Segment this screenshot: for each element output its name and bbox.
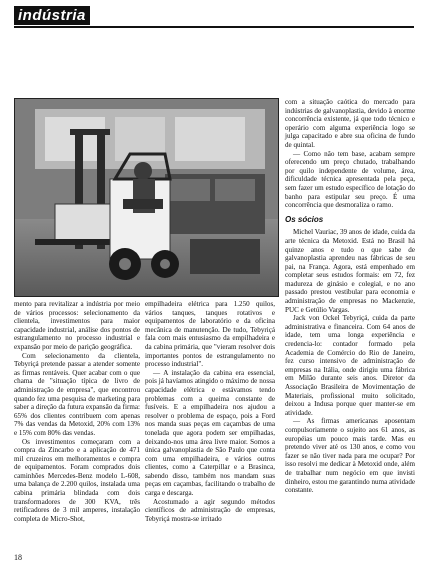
page-header [14,6,414,28]
paragraph: Os investimentos começaram com a compra da Zincarbo e a aplicação de 471 mil cruzeiros em melhoramentos e compra de equipamentos. Foram comprados dois caminhões Mercedes-Benz modelo L-608, uma balança de 2.200 quilos, instalada uma cabina primária blindada com dois transformadores de 300 KVA, três retificadores de 3 mil amperes, instalação completa de Micro-Shot, [14,437,140,523]
column-3 [285,98,415,495]
column-1 [14,300,140,523]
paragraph: empilhadeira elétrica para 1.250 quilos, vários tanques, tanques rotativos e equipamentos de laboratório e da oficina mecânica de manutenção. De tudo, Tebyriçá fala com mais entusiasmo da empilhadeira e da cabina primária, que "vieram resolver dois importantes pontos de estrangulamento no processo industrial". [145,300,275,369]
paragraph: Jack von Ockel Tebyriçá, cuida da parte administrativa e financeira. Com 64 anos de idade, tem uma longa experiência e credencia-lo: contador formado pela Academia de Comércio do Rio de Janeiro, fez curso intensivo de administração de empresas na Itália, onde dirigiu uma fábrica em Milão durante seis anos. Diretor da Associação Brasileira de Movimentação de Materiais, profissional muito solicitado, deixou a Indusa porque quer manter-se em atividade. [285,314,415,417]
forklift-photo [14,98,279,297]
section-title: indústria [14,6,90,25]
paragraph: com a situação caótica do mercado para indústrias de galvanoplastia, devido à enorme concorrência existente, já que todo técnico e operário com alguma experiência logo se julga capacitado e abre sua oficina de fundo de quintal. [285,98,415,149]
paragraph: — Como não tem base, acabam sempre oferecendo um preço chutado, trabalhando por quilo independente de volume, área, dificuldade técnica apresentada pela peça, sem fazer um estudo específico de lotação do banho para estipular seu preço. É uma concorrência que desmoraliza o ramo. [285,149,415,210]
page-number: 18 [14,553,22,562]
paragraph: — As firmas americanas aposentam compulsoriamente o sujeito aos 61 anos, as européias um pouco mais tarde. Mas eu pretendo viver até os 130 anos, e como vou fazer se não tiver nada para me ocupar? Por isso resolvi me dedicar à Metoxid onde, além de trabalhar num negócio em que invisti dinheiro, estou me garantindo numa atividade constante. [285,417,416,495]
paragraph: mento para revitalizar a indústria por meio de vários processos: selecionamento da clientela, investimentos para maior capacidade industrial, análise dos pontos de estrangulamento no processo industrial e expansão por meio de parição geográfica. [14,300,140,351]
subheading: Os sócios [285,214,324,224]
forklift-photo-image [15,99,278,296]
paragraph: Michel Vauriac, 39 anos de idade, cuida da arte técnica da Metoxid. Está no Brasil há quinze anos e tudo o que sabe de galvanoplastia aprendeu nas fábricas de seu pai, na França. Agora, está empenhado em completar seus estudos formais: em 72, fez madureza de ginásio e colegial, e no ano passado prestou vestibular para economia e administração de empresas no Mackenzie, PUC e Getúlio Vargas. [285,228,415,314]
paragraph: Acostumado a agir segundo métodos científicos de administração de empresas, Tebyriçá mostra-se irritado [145,497,275,523]
paragraph: Com selecionamento da clientela, Tebyriçá pretende passar a atender somente as firmas rentáveis. Quer acabar com o que chama de "situação típica de livro de administração de empresa", que encontrou quando fez uma pesquisa de marketing para saber a direção da futura expansão da firma: 65% dos clientes contribuem com apenas 7% das vendas da Metoxid, 20% com 13% e 15% com 80% das vendas. [14,351,140,437]
column-2 [145,300,275,523]
paragraph: — A instalação da cabina era essencial, pois já havíamos atingido o máximo de nossa capacidade elétrica e estávamos tendo problemas com a queima constante de fusíveis. E a empilhadeira nos ajudou a resolver o problema de espaço, pois a Ford nos manda suas peças em caçambas de uma tonelada que agora podem ser empilhadas, deixando-nos uma área livre maior. Somos a única galvanoplastia de São Paulo que conta com uma empilhadeira, e vários outros clientes, como a Caterpillar e a Brasinca, sabendo disso, também nos mandam suas peças em caçambas, facilitando o trabalho de carga e descarga. [145,368,275,498]
